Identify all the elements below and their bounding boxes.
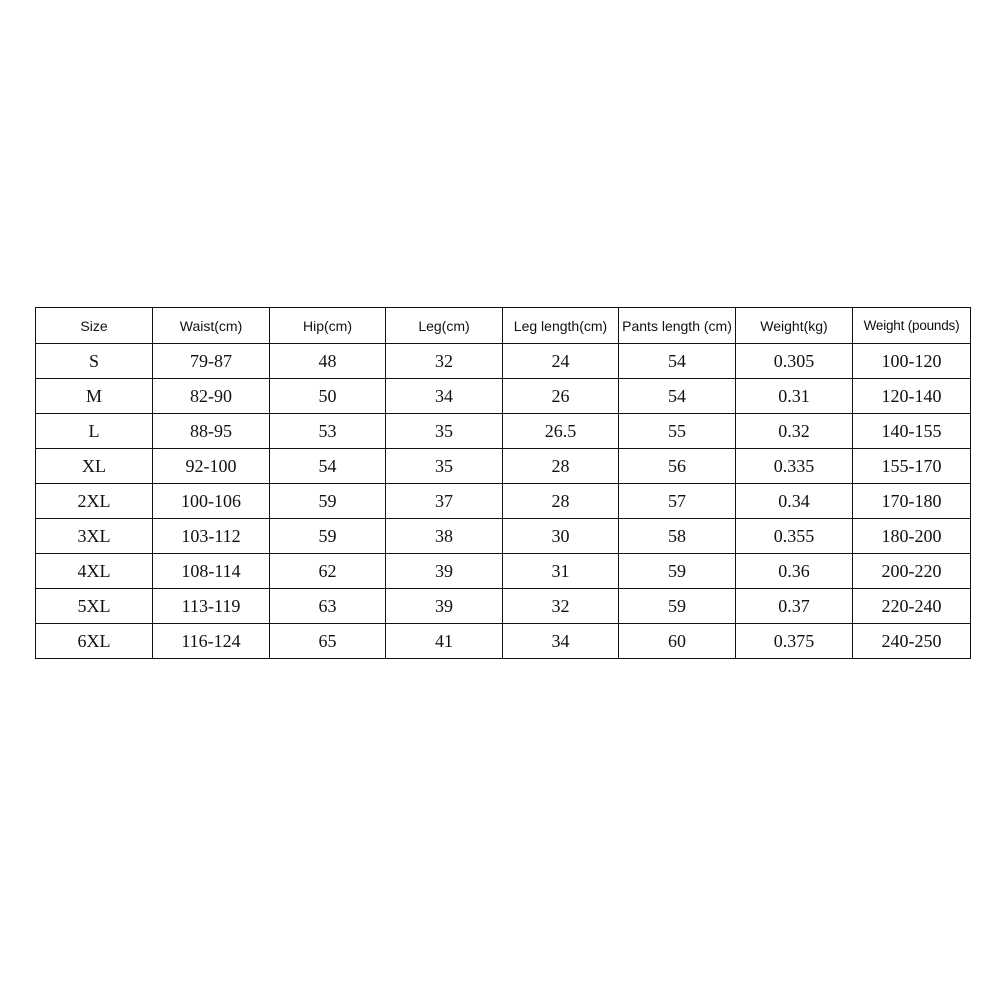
cell-weight-pounds: 170-180 [853,484,971,519]
table-row [36,344,971,379]
cell-pants-length: 59 [619,554,736,589]
cell-leg: 37 [386,484,503,519]
cell-waist: 113-119 [153,589,270,624]
header-waist: Waist(cm) [153,308,270,344]
cell-hip: 54 [270,449,386,484]
cell-weight-pounds: 140-155 [853,414,971,449]
header-size: Size [36,308,153,344]
cell-weight-pounds: 180-200 [853,519,971,554]
cell-weight-pounds: 240-250 [853,624,971,659]
header-weight-kg: Weight(kg) [736,308,853,344]
cell-pants-length: 57 [619,484,736,519]
cell-leg-length: 32 [503,589,619,624]
cell-weight-kg: 0.37 [736,589,853,624]
table-row [36,449,971,484]
cell-leg-length: 26 [503,379,619,414]
cell-waist: 92-100 [153,449,270,484]
cell-size: 2XL [36,484,153,519]
cell-leg-length: 34 [503,624,619,659]
cell-weight-kg: 0.31 [736,379,853,414]
table-body [36,344,971,659]
table-row [36,589,971,624]
cell-leg: 34 [386,379,503,414]
cell-leg: 41 [386,624,503,659]
cell-leg-length: 26.5 [503,414,619,449]
cell-leg: 32 [386,344,503,379]
cell-weight-kg: 0.34 [736,484,853,519]
cell-size: L [36,414,153,449]
cell-weight-pounds: 200-220 [853,554,971,589]
cell-weight-kg: 0.355 [736,519,853,554]
cell-leg: 35 [386,414,503,449]
cell-size: XL [36,449,153,484]
header-weight-pounds: Weight (pounds) [853,308,971,344]
cell-hip: 50 [270,379,386,414]
cell-hip: 63 [270,589,386,624]
table-row [36,554,971,589]
cell-pants-length: 60 [619,624,736,659]
cell-hip: 59 [270,484,386,519]
cell-waist: 116-124 [153,624,270,659]
cell-hip: 53 [270,414,386,449]
cell-leg: 39 [386,554,503,589]
table-row [36,624,971,659]
cell-waist: 79-87 [153,344,270,379]
cell-pants-length: 54 [619,344,736,379]
cell-leg-length: 24 [503,344,619,379]
header-leg: Leg(cm) [386,308,503,344]
cell-hip: 65 [270,624,386,659]
cell-leg-length: 28 [503,484,619,519]
cell-weight-kg: 0.335 [736,449,853,484]
cell-size: 4XL [36,554,153,589]
table-header [36,308,971,344]
cell-size: 5XL [36,589,153,624]
header-hip: Hip(cm) [270,308,386,344]
cell-waist: 82-90 [153,379,270,414]
cell-waist: 103-112 [153,519,270,554]
header-pants-length: Pants length (cm) [619,308,736,344]
cell-weight-kg: 0.36 [736,554,853,589]
cell-weight-pounds: 120-140 [853,379,971,414]
cell-leg-length: 31 [503,554,619,589]
cell-leg-length: 28 [503,449,619,484]
size-chart-table [35,307,971,659]
cell-weight-kg: 0.32 [736,414,853,449]
cell-weight-kg: 0.305 [736,344,853,379]
cell-pants-length: 54 [619,379,736,414]
cell-pants-length: 56 [619,449,736,484]
table-row [36,484,971,519]
cell-pants-length: 55 [619,414,736,449]
cell-pants-length: 58 [619,519,736,554]
cell-weight-pounds: 100-120 [853,344,971,379]
cell-leg: 38 [386,519,503,554]
cell-hip: 59 [270,519,386,554]
cell-weight-kg: 0.375 [736,624,853,659]
cell-leg: 35 [386,449,503,484]
cell-pants-length: 59 [619,589,736,624]
table-row [36,414,971,449]
cell-waist: 100-106 [153,484,270,519]
cell-leg: 39 [386,589,503,624]
cell-size: 6XL [36,624,153,659]
cell-leg-length: 30 [503,519,619,554]
cell-size: 3XL [36,519,153,554]
table-row [36,379,971,414]
cell-hip: 62 [270,554,386,589]
cell-weight-pounds: 220-240 [853,589,971,624]
header-row [36,308,971,344]
header-leg-length: Leg length(cm) [503,308,619,344]
cell-size: M [36,379,153,414]
cell-waist: 88-95 [153,414,270,449]
cell-size: S [36,344,153,379]
cell-waist: 108-114 [153,554,270,589]
cell-weight-pounds: 155-170 [853,449,971,484]
cell-hip: 48 [270,344,386,379]
table-row [36,519,971,554]
